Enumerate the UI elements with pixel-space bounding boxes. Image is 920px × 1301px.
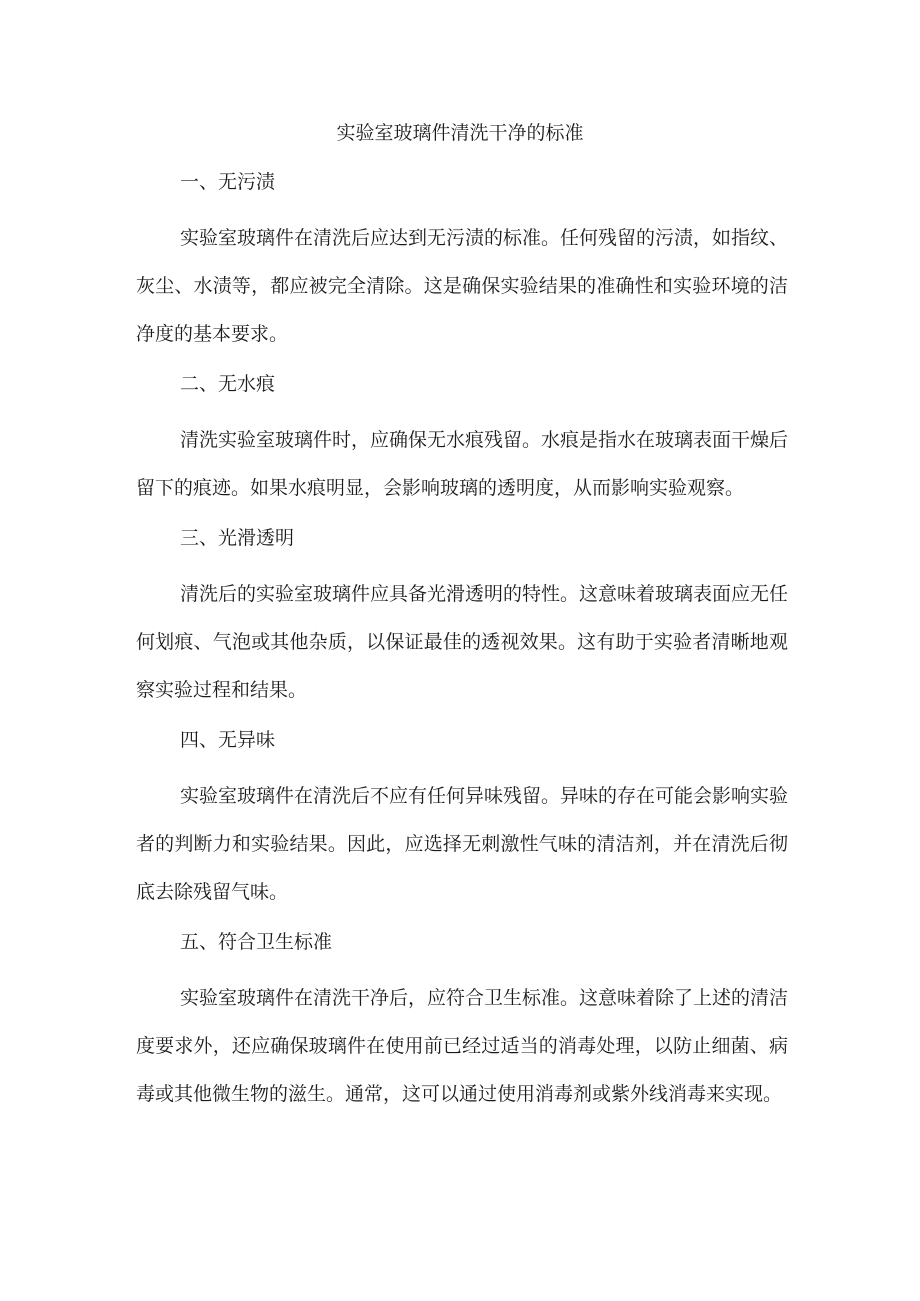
- section-smooth-transparent: [136, 522, 788, 714]
- section-heading: 五、符合卫生标准: [180, 931, 333, 953]
- section-heading: 四、无异味: [180, 729, 276, 751]
- document-title: 实验室玻璃件清洗干净的标准: [336, 122, 584, 144]
- section-hygiene-standard: [136, 926, 788, 1118]
- section-heading: 三、光滑透明: [180, 527, 295, 549]
- section-no-stains: [136, 166, 788, 358]
- document-content: [136, 166, 788, 1128]
- section-no-water-marks: [136, 368, 788, 512]
- section-heading: 二、无水痕: [180, 373, 276, 395]
- section-paragraph: 实验室玻璃件在清洗后不应有任何异味残留。异味的存在可能会影响实验者的判断力和实验结果。因此，应选择无刺激性气味的清洁剂，并在清洗后彻底去除残留气味。: [136, 785, 789, 903]
- section-paragraph: 实验室玻璃件在清洗干净后，应符合卫生标准。这意味着除了上述的清洁度要求外，还应确保玻璃件在使用前已经过适当的消毒处理，以防止细菌、病毒或其他微生物的滋生。通常，这可以通过使用消毒剂或紫外线消毒来实现。: [136, 987, 789, 1105]
- section-heading: 一、无污渍: [180, 171, 276, 193]
- section-paragraph: 实验室玻璃件在清洗后应达到无污渍的标准。任何残留的污渍，如指纹、灰尘、水渍等，都应被完全清除。这是确保实验结果的准确性和实验环境的洁净度的基本要求。: [136, 227, 789, 345]
- section-paragraph: 清洗后的实验室玻璃件应具备光滑透明的特性。这意味着玻璃表面应无任何划痕、气泡或其他杂质，以保证最佳的透视效果。这有助于实验者清晰地观察实验过程和结果。: [136, 583, 789, 701]
- section-no-odor: [136, 724, 788, 916]
- section-paragraph: 清洗实验室玻璃件时，应确保无水痕残留。水痕是指水在玻璃表面干燥后留下的痕迹。如果水痕明显，会影响玻璃的透明度，从而影响实验观察。: [136, 429, 789, 499]
